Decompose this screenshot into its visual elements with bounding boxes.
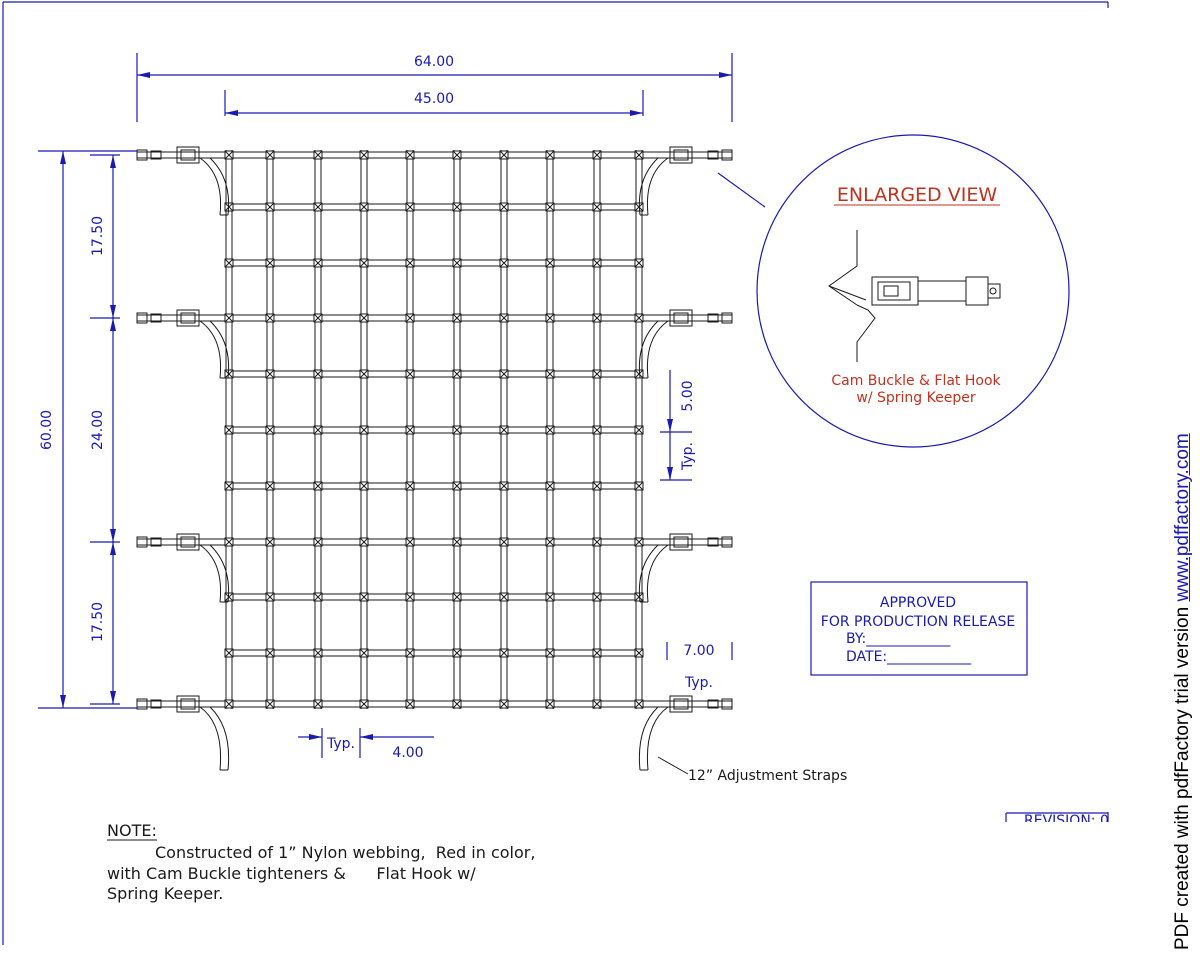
webbing-stitch [406,482,414,490]
segment-bottom-label: 17.50 [90,601,106,643]
webbing-stitch [635,426,643,434]
webbing-stitch [225,426,233,434]
webbing-stitch [453,314,461,322]
webbing-stitch [593,538,601,546]
webbing-stitch [593,700,601,708]
webbing-stitch [593,426,601,434]
webbing-stitch [406,314,414,322]
webbing-stitch [453,203,461,211]
note-line-3: Spring Keeper. [107,884,224,903]
webbing-stitch [500,259,508,267]
webbing-stitch [360,649,368,657]
webbing-stitch [266,700,274,708]
webbing-stitch [406,370,414,378]
webbing-stitch [546,538,554,546]
watermark-link[interactable]: www.pdffactory.com [1172,433,1193,602]
webbing-stitch [546,314,554,322]
segment-middle-label: 24.00 [90,409,106,451]
webbing-stitch [266,649,274,657]
approval-subtitle: FOR PRODUCTION RELEASE [820,614,1016,630]
webbing-stitch [314,538,322,546]
enlarged-view-caption-line1: Cam Buckle & Flat Hook [831,373,1001,389]
webbing-stitch [635,700,643,708]
webbing-stitch [593,593,601,601]
webbing-stitch [266,151,274,159]
webbing-stitch [500,203,508,211]
webbing-stitch [546,649,554,657]
webbing-stitch [453,700,461,708]
strap-offset-label: 7.00 [683,643,715,659]
webbing-stitch [635,151,643,159]
webbing-stitch [453,151,461,159]
sheet-border [3,2,1108,945]
enlarged-view-leader [718,173,765,207]
webbing-stitch [406,426,414,434]
webbing-stitch [546,203,554,211]
cargo-net-grid [137,150,732,709]
webbing-stitch [453,593,461,601]
cam-buckle-right [639,534,732,602]
overall-height-label: 60.00 [39,409,55,451]
straps-callout: 12” Adjustment Straps [688,768,848,784]
note-line-1: Constructed of 1” Nylon webbing, Red in color, [155,843,536,862]
webbing-stitch [225,649,233,657]
webbing-stitch [546,426,554,434]
webbing-stitch [314,426,322,434]
webbing-stitch [266,593,274,601]
webbing-stitch [360,151,368,159]
webbing-stitch [360,482,368,490]
enlarged-view-title: ENLARGED VIEW [836,184,998,206]
webbing-stitch [593,314,601,322]
webbing-stitch [593,482,601,490]
enlarged-view-caption-line2: w/ Spring Keeper [856,390,976,406]
webbing-stitch [500,370,508,378]
cell-spacing-label: 5.00 [680,380,696,412]
webbing-stitch [225,538,233,546]
webbing-stitch [314,151,322,159]
approval-by: BY:____________ [846,631,951,647]
webbing-stitch [453,538,461,546]
webbing-stitch [225,259,233,267]
revision-label: REVISION: 0 [1024,813,1109,829]
revision-block [1006,813,1109,829]
net-width-label: 45.00 [413,91,455,107]
webbing-stitch [453,370,461,378]
cam-buckle-right [639,310,732,378]
straps-leader [658,757,688,774]
webbing-stitch [500,700,508,708]
webbing-stitch [314,593,322,601]
webbing-stitch [360,593,368,601]
approval-date: DATE:____________ [846,649,972,665]
webbing-stitch [314,482,322,490]
webbing-stitch [266,203,274,211]
segment-top-label: 17.50 [90,215,106,257]
cam-buckle-left [137,534,229,602]
webbing-stitch [546,151,554,159]
cam-buckle-detail [829,230,1000,362]
webbing-stitch [225,151,233,159]
webbing-stitch [635,482,643,490]
webbing-stitch [360,538,368,546]
cam-buckle-right [639,147,732,215]
webbing-stitch [593,151,601,159]
watermark-text: PDF created with pdfFactory trial version [1172,601,1193,950]
webbing-stitch [500,482,508,490]
webbing-stitch [453,426,461,434]
webbing-stitch [360,426,368,434]
webbing-stitch [593,259,601,267]
webbing-stitch [406,538,414,546]
webbing-stitch [635,259,643,267]
pdffactory-watermark [1172,433,1194,950]
webbing-stitch [266,538,274,546]
webbing-stitch [314,370,322,378]
webbing-stitch [360,314,368,322]
webbing-stitch [225,314,233,322]
webbing-stitch [266,314,274,322]
webbing-stitch [314,700,322,708]
webbing-stitch [546,370,554,378]
strap-offset-typ-label: Typ. [685,675,713,691]
webbing-stitch [406,151,414,159]
overall-width-label: 64.00 [413,54,455,70]
webbing-stitch [314,259,322,267]
cell-width-typ-label: Typ. [327,736,355,752]
webbing-stitch [360,370,368,378]
webbing-stitch [635,314,643,322]
webbing-stitch [406,593,414,601]
webbing-stitch [453,259,461,267]
webbing-stitch [500,649,508,657]
webbing-stitch [453,482,461,490]
cam-buckle-left [137,310,229,378]
webbing-stitch [406,649,414,657]
webbing-stitch [593,203,601,211]
webbing-stitch [360,203,368,211]
webbing-stitch [593,370,601,378]
webbing-stitch [546,482,554,490]
webbing-stitch [360,259,368,267]
webbing-stitch [593,649,601,657]
webbing-stitch [314,649,322,657]
webbing-stitch [360,700,368,708]
webbing-stitch [635,649,643,657]
webbing-stitch [500,538,508,546]
webbing-stitch [500,593,508,601]
webbing-stitch [453,649,461,657]
note-line-2: with Cam Buckle tighteners & Flat Hook w/ [107,864,476,883]
webbing-stitch [266,482,274,490]
webbing-stitch [266,426,274,434]
webbing-stitch [546,259,554,267]
webbing-stitch [225,482,233,490]
note-heading: NOTE: [107,821,157,840]
webbing-stitch [314,314,322,322]
cam-buckle-left [137,147,229,215]
webbing-stitch [406,203,414,211]
webbing-stitch [266,370,274,378]
cell-spacing-typ-label: Typ. [680,442,696,470]
webbing-stitch [314,203,322,211]
webbing-stitch [500,314,508,322]
webbing-stitch [635,538,643,546]
approval-title: APPROVED [879,595,957,611]
webbing-stitch [546,700,554,708]
webbing-stitch [406,259,414,267]
webbing-stitch [546,593,554,601]
webbing-stitch [225,700,233,708]
webbing-stitch [266,259,274,267]
webbing-stitch [500,151,508,159]
webbing-stitch [500,426,508,434]
webbing-stitch [406,700,414,708]
cell-width-label: 4.00 [392,745,424,761]
